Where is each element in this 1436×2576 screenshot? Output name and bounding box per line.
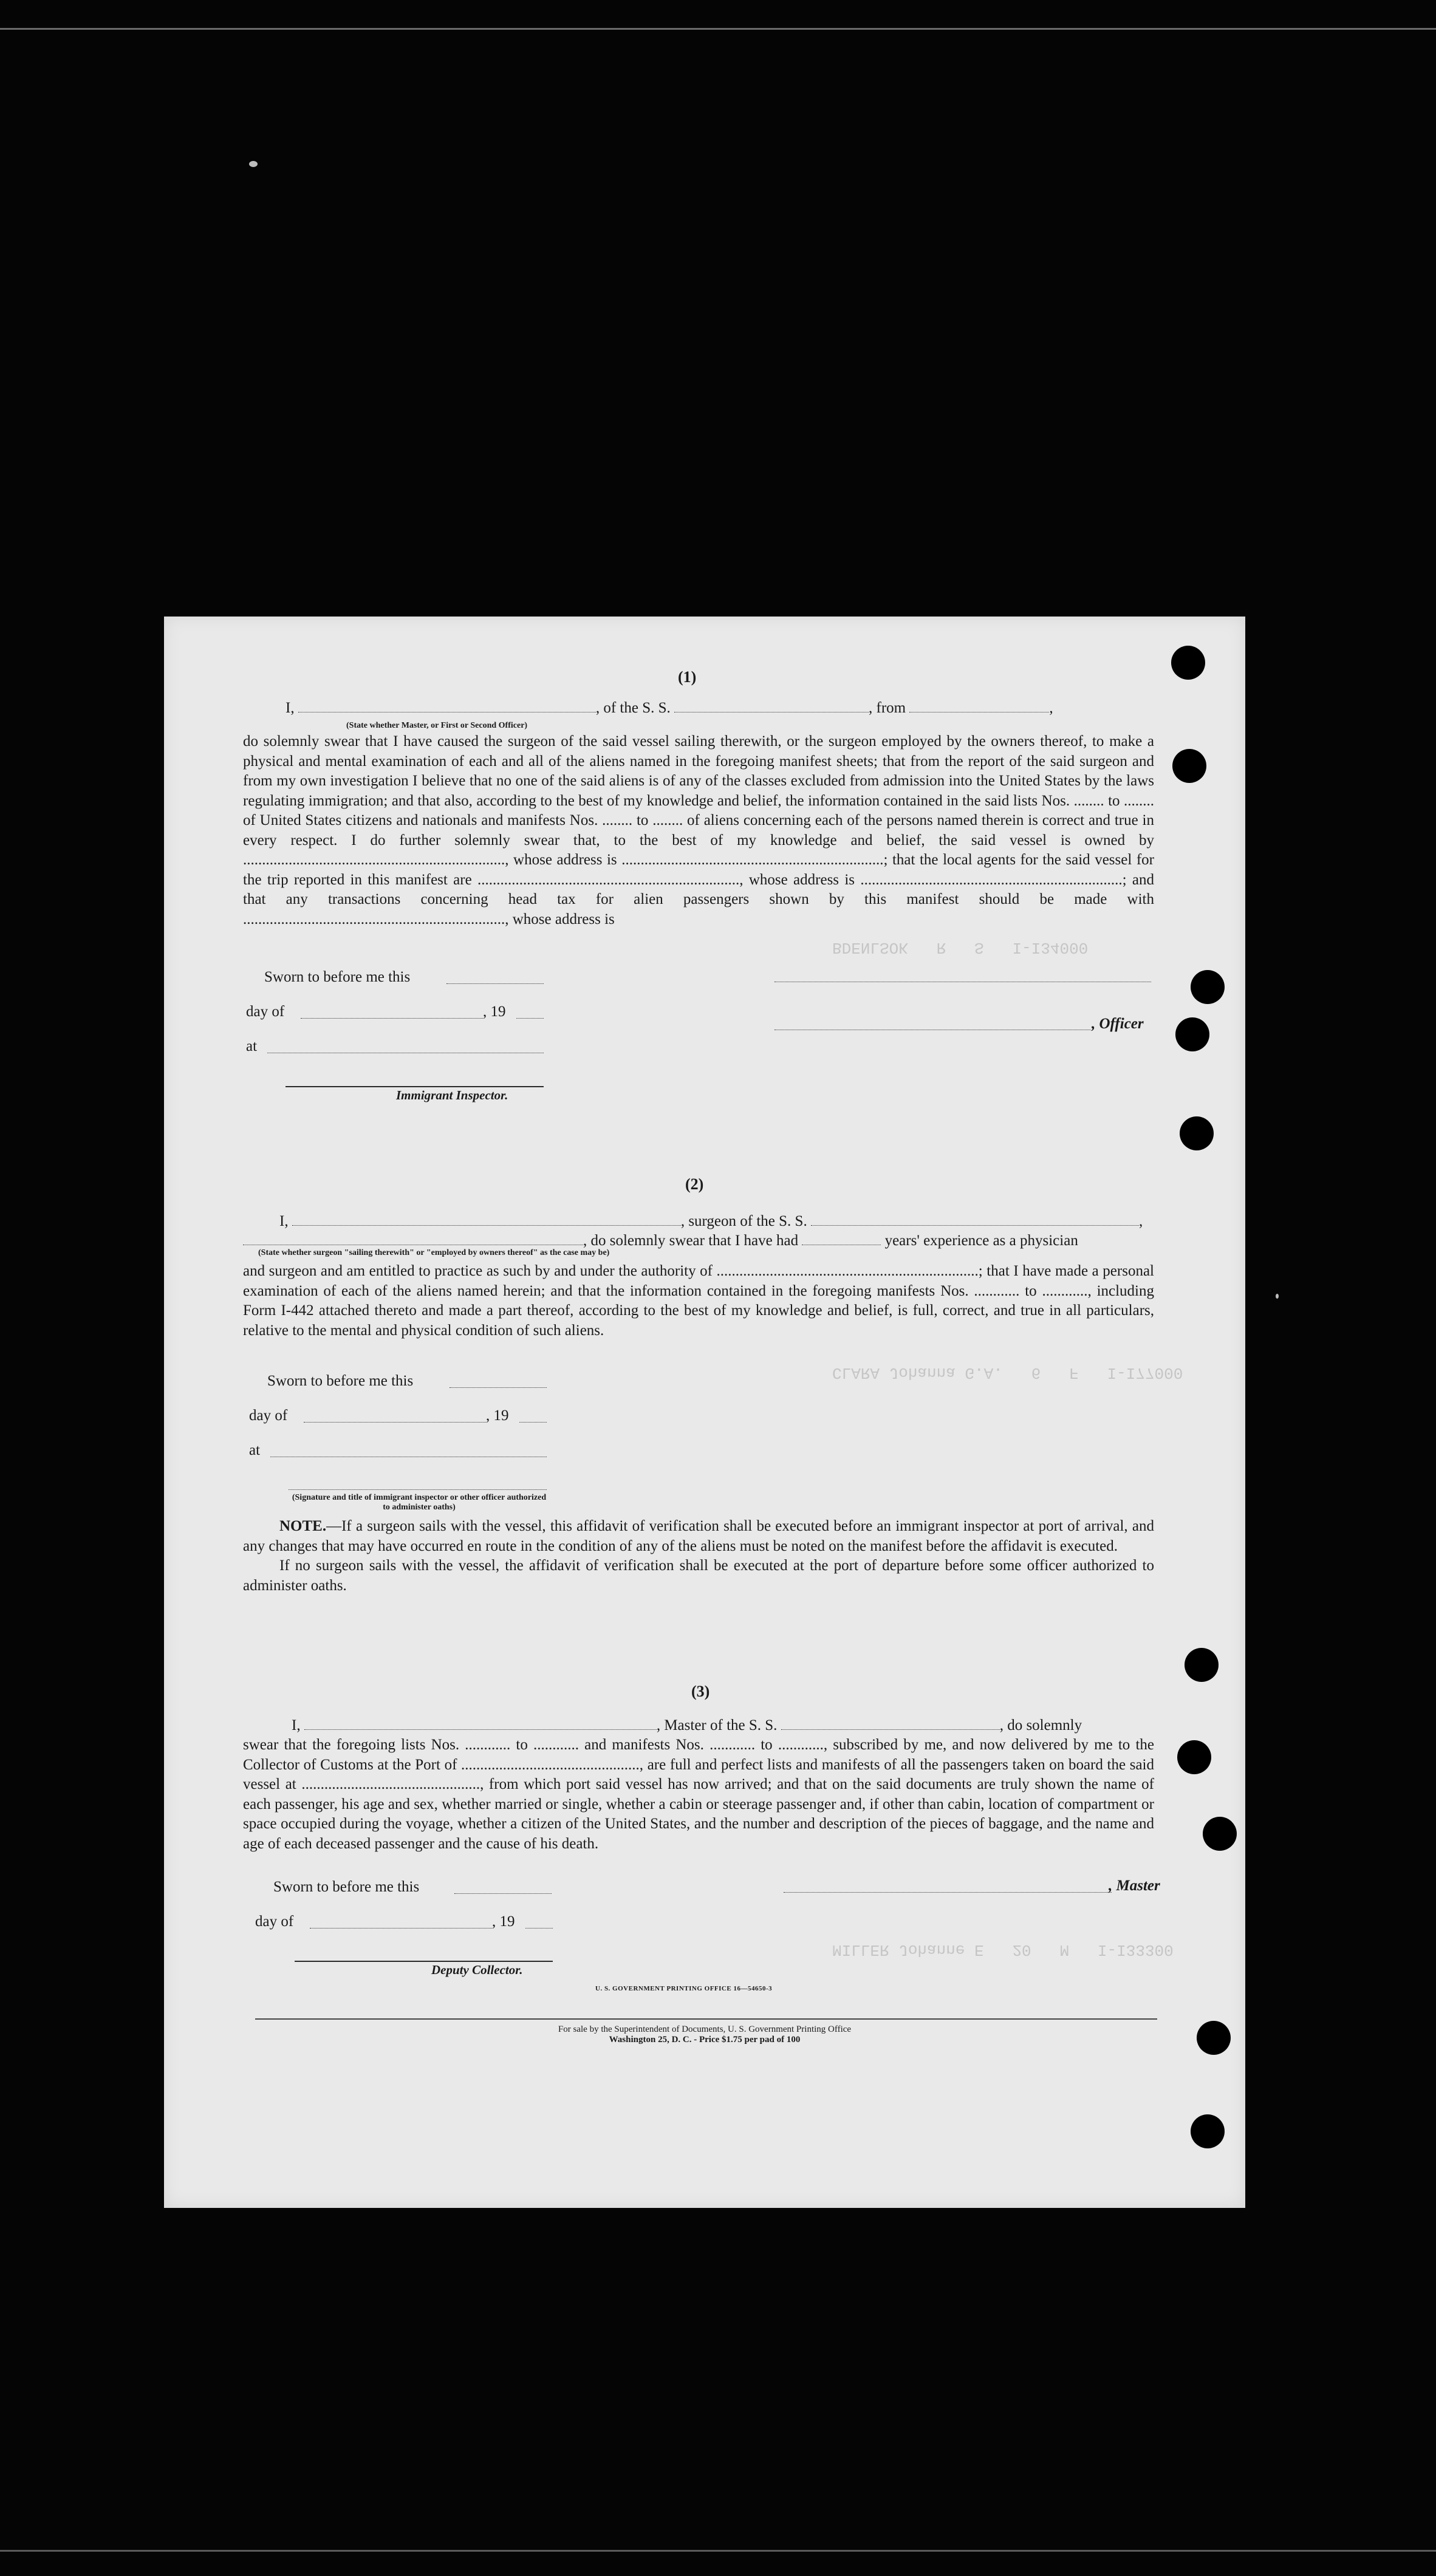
section-2-line-1: I, , surgeon of the S. S. , [279,1213,1143,1229]
section-3-number: (3) [691,1683,710,1700]
section-1-at-label: at [246,1038,258,1054]
section-1-month-field[interactable] [301,1018,483,1019]
section-1-inspector-label: Immigrant Inspector. [396,1088,508,1102]
section-2-surgeon-note: (State whether surgeon "sailing therewith" or "employed by owners thereof" as the case may be) [258,1248,610,1257]
section-2-surgeon-label: , surgeon of the S. S. [680,1213,807,1229]
section-3-deputy-label: Deputy Collector. [431,1963,523,1977]
punch-hole [1197,2021,1231,2055]
section-2-year-field[interactable] [519,1422,547,1423]
section-2-signature-note: (Signature and title of immigrant inspector or other officer authorized to administer oaths) [292,1493,547,1512]
scan-bottom-border [0,2550,1436,2552]
section-2-sworn-label: Sworn to before me this [267,1373,414,1389]
section-3-master-signature-field[interactable] [784,1892,1112,1893]
section-1-body [243,732,1154,929]
section-3-i: I, [292,1717,301,1734]
section-2-vessel-field[interactable] [811,1213,1139,1226]
vessel-name-field[interactable] [674,700,869,712]
section-1-inspector-line [285,1086,544,1087]
reverse-side-show-through: MILLER Johanne E 20 M I-I33300 [832,1941,1174,1959]
note-label: NOTE. [279,1518,327,1534]
punch-hole [1191,970,1225,1004]
punch-hole [1203,1817,1237,1851]
section-3-year-field[interactable] [525,1928,553,1929]
section-2-sworn-date-field[interactable] [450,1387,547,1388]
punch-hole [1177,1740,1211,1774]
section-1-officer-label: , Officer [1092,1016,1144,1032]
manifest-affidavit-page [164,617,1245,2208]
note-text-1: —If a surgeon sails with the vessel, this affidavit of verification shall be executed before an immigrant inspector at port of arrival, and any changes that may have occurred en route in the condition of any of the aliens must be noted on the manifest before the affidavit is executed. [243,1518,1154,1554]
section-2-i: I, [279,1213,289,1229]
years-experience-field[interactable] [802,1232,881,1245]
punch-hole [1175,1017,1209,1051]
section-1-year-field[interactable] [516,1018,544,1019]
section-1-header-line: I, , of the S. S. , from , [285,700,1053,716]
scan-speck [249,161,258,167]
section-2-note [243,1517,1154,1596]
section-1-day-of-label: day of [246,1003,285,1020]
section-3-body [243,1735,1154,1854]
section-3-solemnly: , do solemnly [999,1717,1082,1734]
section-3-vessel-field[interactable] [781,1717,1000,1730]
section-1-ss-label: , of the S. S. [595,700,671,716]
footer [279,2024,1130,2045]
section-1-i: I, [285,700,295,716]
section-2-body-text: and surgeon and am entitled to practice as such by and under the authority of .....................................................................; that I have made a personal examination of each of the aliens named herein; and that the information contained in the foregoing manifests Nos. ............ to ............, including Form I-442 attached thereto and made a part thereof, according to the best of my knowledge and belief, is full, correct, and true in all particulars, relative to the mental and physical condition of such aliens. [243,1263,1154,1339]
section-3-line-1 [243,1716,1154,1736]
punch-hole [1171,646,1205,680]
section-3-month-field[interactable] [310,1928,492,1929]
section-1-officer-note: (State whether Master, or First or Second Officer) [346,721,528,730]
footer-line-1: For sale by the Superintendent of Documents, U. S. Government Printing Office [558,2024,852,2034]
departure-port-field[interactable] [909,700,1049,712]
section-3-master-label-sig: , Master [1109,1877,1160,1894]
master-name-field[interactable] [304,1717,657,1730]
surgeon-name-field[interactable] [292,1213,681,1226]
footer-divider [255,2018,1157,2020]
reverse-side-show-through: CLARA Johanna G.A. 6 F I-I77000 [832,1364,1183,1382]
section-2-signature-line [289,1489,547,1490]
punch-hole [1185,1648,1219,1682]
scan-speck [1276,1294,1279,1299]
reverse-side-show-through: BDENLSOK R S I-I34000 [832,938,1089,957]
section-3-day-of-label: day of [255,1913,294,1930]
section-3-year-label: , 19 [492,1913,515,1930]
section-2-year-label: , 19 [486,1407,509,1424]
section-1-number: (1) [678,668,697,686]
section-1-year-label: , 19 [483,1003,506,1020]
section-2-swear-label: , do solemnly swear that I have had [583,1232,799,1249]
section-3-body-text: swear that the foregoing lists Nos. ............ to ............ and manifests Nos. ............ to ............, subscribed by me, and now delivered by me to the Collector of Customs at the Port of ..............................................., are full and perfect lists and manifests of all the passengers taken on board the said vessel at ..............................................., from which port said vessel has now arrived; and that on the said documents are truly shown the name of each passenger, his age and sex, whether married or single, whether a cabin or steerage passenger and, if other than cabin, location of compartment or space occupied during the voyage, whether a citizen of the United States, and the number and description of the pieces of baggage, and the name and age of each deceased passenger and the cause of his death. [243,1737,1154,1852]
section-2-at-label: at [249,1442,261,1458]
printing-office-mark: U. S. GOVERNMENT PRINTING OFFICE 16—54650-3 [595,1985,773,1992]
officer-name-field[interactable] [298,700,596,712]
surgeon-status-field[interactable] [243,1232,583,1245]
section-3-collector-line [295,1961,553,1962]
section-2-number: (2) [685,1175,704,1193]
scan-top-border [0,28,1436,30]
section-2-years-label: years' experience as a physician [884,1232,1078,1249]
section-1-body-text: do solemnly swear that I have caused the surgeon of the said vessel sailing therewith, or the surgeon employed by the owners thereof, to make a physical and mental examination of each and all of the aliens named in the foregoing manifest sheets; that from the report of the said surgeon and from my own investigation I believe that no one of the said aliens is of any of the classes excluded from admission into the United States by the laws regulating immigration; and that also, according to the best of my knowledge and belief, the information contained in the said lists Nos. ........ to ........ of United States citizens and nationals and manifests Nos. ........ to ........ of aliens concerning each of the persons named therein is correct and true in every respect. I do further solemnly swear that, to the best of my knowledge and belief, the said vessel is owned by ....................................................................., whose address is .....................................................................; that the local agents for the said vessel for the trip reported in this manifest are ....................................................................., whose address is .....................................................................; and that any transactions concerning head tax for alien passengers shown by this manifest should be made with ....................................................................., whose address is [243,733,1154,928]
punch-hole [1172,749,1206,783]
section-3-master-label: , Master of the S. S. [656,1717,778,1734]
section-3-sworn-label: Sworn to before me this [273,1879,420,1895]
section-3-sworn-date-field[interactable] [454,1893,552,1894]
section-2-month-field[interactable] [304,1422,486,1423]
note-text-2: If no surgeon sails with the vessel, the affidavit of verification shall be executed at the port of departure before some officer authorized to administer oaths. [243,1557,1154,1594]
section-1-sworn-label: Sworn to before me this [264,969,411,985]
footer-line-2: Washington 25, D. C. - Price $1.75 per pad of 100 [609,2035,801,2045]
section-1-sworn-date-field[interactable] [446,983,544,984]
punch-hole [1191,2114,1225,2148]
punch-hole [1180,1116,1214,1150]
section-2-day-of-label: day of [249,1407,288,1424]
section-2-body [243,1262,1154,1341]
section-1-from-label: , from [869,700,906,716]
